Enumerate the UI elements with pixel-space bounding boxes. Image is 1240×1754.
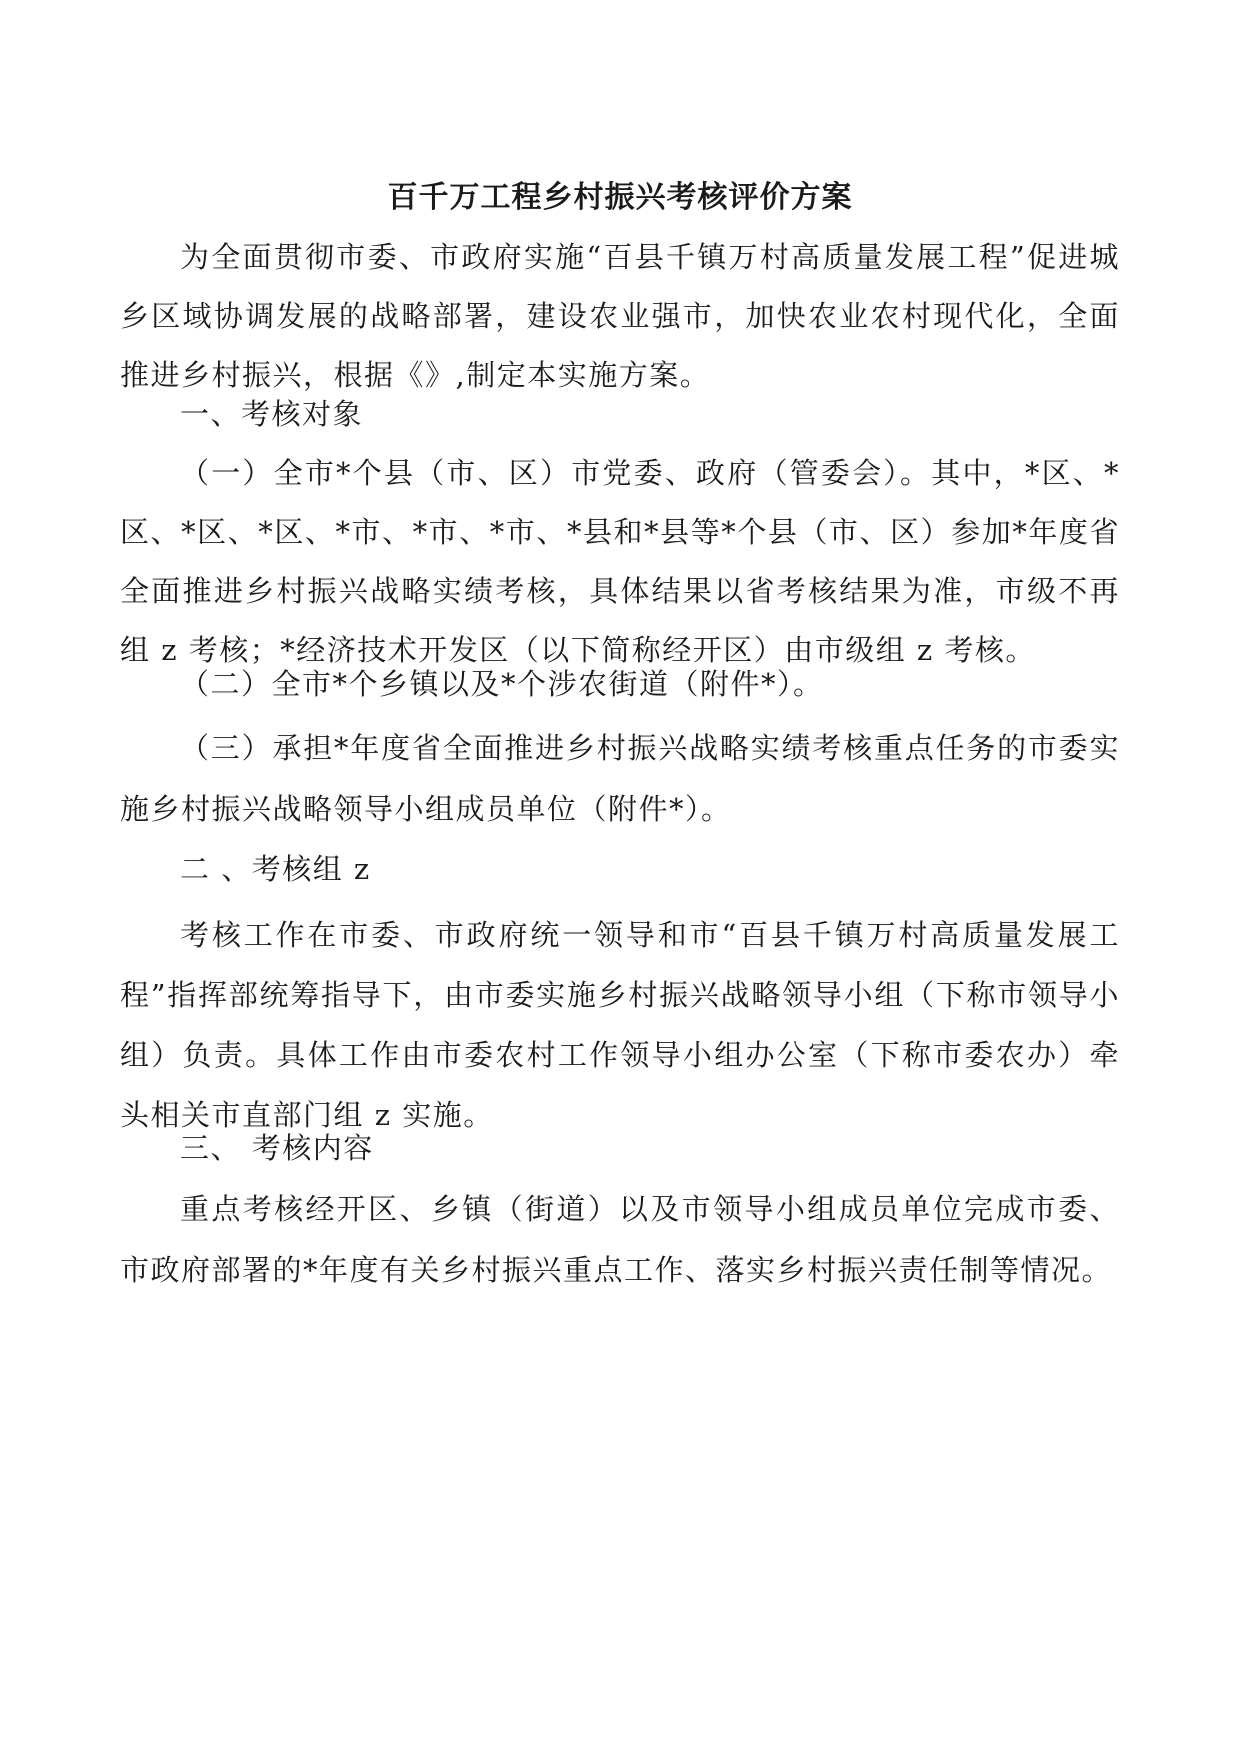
section-heading-2: 二 、考核组 z	[180, 852, 371, 886]
organization-paragraph: 考核工作在市委、市政府统一领导和市“百县千镇万村高质量发展工程”指挥部统筹指导下，由市委实施乡村振兴战略领导小组（下称市领导小组）负责。具体工作由市委农村工作领导小组办公室（下称市委农办）牵头相关市直部门组 z 实施。	[120, 918, 1120, 1132]
item-1-paragraph: （一）全市*个县（市、区）市党委、政府（管委会）。其中，*区、*区、*区、*区、*市、*市、*市、*县和*县等*个县（市、区）参加*年度省全面推进乡村振兴战略实绩考核，具体结果以省考核结果为准，市级不再组 z 考核；*经济技术开发区（以下简称经开区）由市级组 z 考核。	[120, 456, 1120, 667]
document-title: 百千万工程乡村振兴考核评价方案	[387, 180, 853, 215]
section-heading-3: 三、 考核内容	[180, 1131, 374, 1165]
section-heading-1: 一、考核对象	[180, 397, 364, 431]
item-2-paragraph: （二）全市*个乡镇以及*个涉农街道（附件*）。	[180, 667, 824, 701]
item-3-paragraph: （三）承担*年度省全面推进乡村振兴战略实绩考核重点任务的市委实施乡村振兴战略领导小组成员单位（附件*）。	[120, 731, 1120, 826]
content-paragraph: 重点考核经开区、乡镇（街道）以及市领导小组成员单位完成市委、市政府部署的*年度有关乡村振兴重点工作、落实乡村振兴责任制等情况。	[120, 1192, 1120, 1287]
intro-paragraph: 为全面贯彻市委、市政府实施“百县千镇万村高质量发展工程”促进城乡区域协调发展的战略部署，建设农业强市，加快农业农村现代化，全面推进乡村振兴，根据《》,制定本实施方案。	[120, 240, 1120, 392]
